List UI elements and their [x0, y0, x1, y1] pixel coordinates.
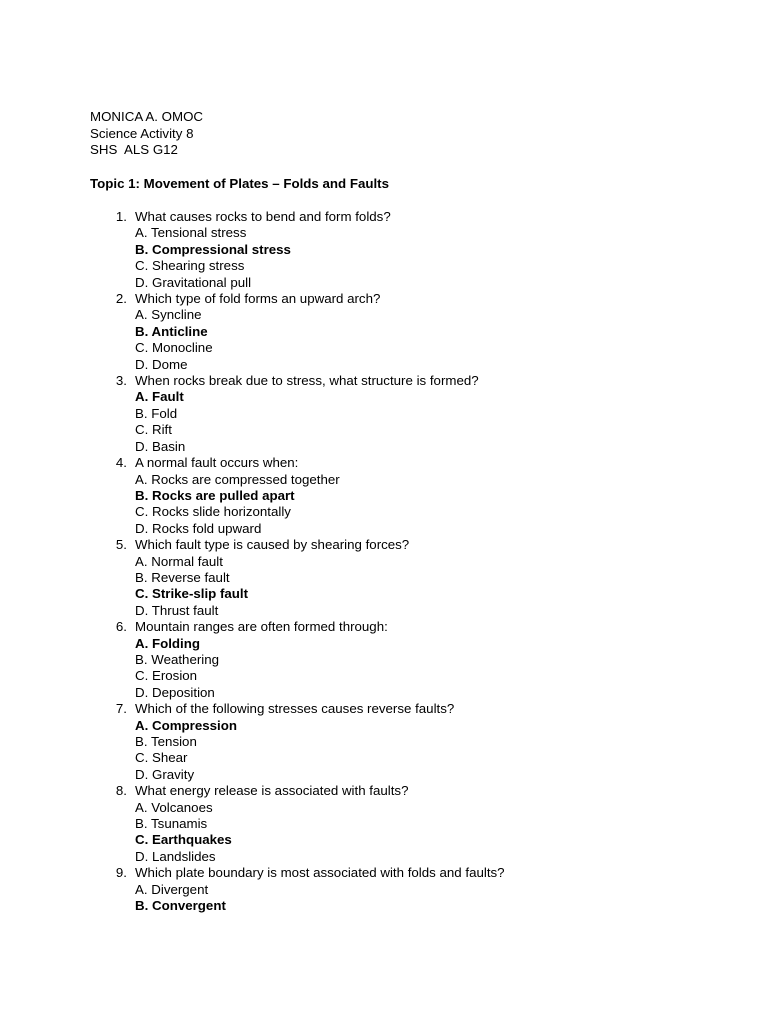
answer-option: A. Rocks are compressed together	[135, 471, 340, 487]
question-text: Which plate boundary is most associated with folds and faults?	[135, 865, 505, 881]
document-header	[90, 109, 203, 159]
answer-option-correct: A. Compression	[135, 717, 237, 733]
answer-option: D. Gravitational pull	[135, 274, 252, 290]
question-text: When rocks break due to stress, what structure is formed?	[135, 373, 479, 389]
answer-option: C. Monocline	[135, 340, 213, 356]
answer-option: D. Deposition	[135, 684, 215, 700]
question-item	[90, 291, 730, 373]
question-text: Which of the following stresses causes reverse faults?	[135, 701, 455, 717]
question-row	[90, 701, 730, 717]
answer-option: A. Syncline	[135, 307, 202, 323]
question-item	[90, 455, 730, 537]
answer-option: C. Erosion	[135, 668, 198, 684]
answer-option-correct: A. Folding	[135, 635, 200, 651]
question-text: What causes rocks to bend and form folds?	[135, 209, 391, 224]
answer-option: D. Gravity	[135, 766, 195, 782]
student-name: MONICA A. OMOC	[90, 109, 204, 124]
answer-option: B. Tension	[135, 734, 197, 749]
question-list	[90, 209, 730, 914]
question-item	[90, 619, 730, 701]
answer-option-correct: B. Anticline	[135, 323, 208, 339]
question-item	[90, 783, 730, 865]
activity-title: Science Activity 8	[90, 125, 194, 141]
answer-option-correct: B. Rocks are pulled apart	[135, 487, 295, 503]
answer-option-correct: C. Earthquakes	[135, 832, 232, 848]
question-number: 9.	[115, 865, 127, 881]
answer-option-correct: A. Fault	[135, 389, 184, 405]
question-text: What energy release is associated with faults?	[135, 783, 409, 799]
question-row	[90, 209, 730, 225]
question-text: Which type of fold forms an upward arch?	[135, 291, 381, 307]
question-row	[90, 455, 730, 471]
question-row	[90, 783, 730, 799]
answer-option: C. Rift	[135, 422, 172, 438]
answer-option: A. Normal fault	[135, 553, 223, 569]
question-row	[90, 373, 730, 389]
answer-option: D. Rocks fold upward	[135, 520, 262, 536]
question-row	[90, 291, 730, 307]
question-item	[90, 373, 730, 455]
answer-option: A. Volcanoes	[135, 799, 213, 815]
answer-option: B. Reverse fault	[135, 569, 230, 585]
answer-option: D. Landslides	[135, 848, 216, 864]
question-number: 6.	[115, 619, 127, 635]
question-row	[90, 619, 730, 635]
answer-option: B. Fold	[135, 405, 178, 421]
topic-heading: Topic 1: Movement of Plates – Folds and Faults	[90, 176, 389, 191]
question-row	[90, 537, 730, 553]
answer-option: D. Basin	[135, 438, 186, 454]
question-number: 1.	[115, 209, 127, 224]
answer-option: D. Dome	[135, 356, 188, 372]
answer-option: D. Thrust fault	[135, 602, 219, 618]
answer-option-correct: C. Strike-slip fault	[135, 586, 249, 602]
question-number: 5.	[115, 537, 127, 553]
answer-option: B. Weathering	[135, 651, 220, 667]
question-item	[90, 537, 730, 619]
question-number: 2.	[115, 291, 127, 307]
question-item	[90, 865, 730, 914]
answer-option: C. Shearing stress	[135, 258, 245, 274]
answer-option: A. Divergent	[135, 881, 209, 897]
answer-option-correct: B. Convergent	[135, 898, 226, 914]
class-label: SHS ALS G12	[90, 142, 178, 158]
question-number: 8.	[115, 783, 127, 799]
question-number: 7.	[115, 701, 127, 717]
question-row	[90, 865, 730, 881]
question-item	[90, 209, 730, 291]
answer-option: A. Tensional stress	[135, 225, 247, 241]
answer-option: C. Shear	[135, 750, 188, 766]
answer-option-correct: B. Compressional stress	[135, 241, 291, 257]
answer-option: B. Tsunamis	[135, 816, 208, 832]
question-text: A normal fault occurs when:	[135, 455, 299, 471]
question-number: 3.	[115, 373, 127, 389]
question-item	[90, 701, 730, 783]
answer-option: C. Rocks slide horizontally	[135, 504, 291, 520]
question-text: Mountain ranges are often formed through:	[135, 619, 388, 635]
question-number: 4.	[115, 455, 127, 471]
question-text: Which fault type is caused by shearing forces?	[135, 537, 410, 553]
